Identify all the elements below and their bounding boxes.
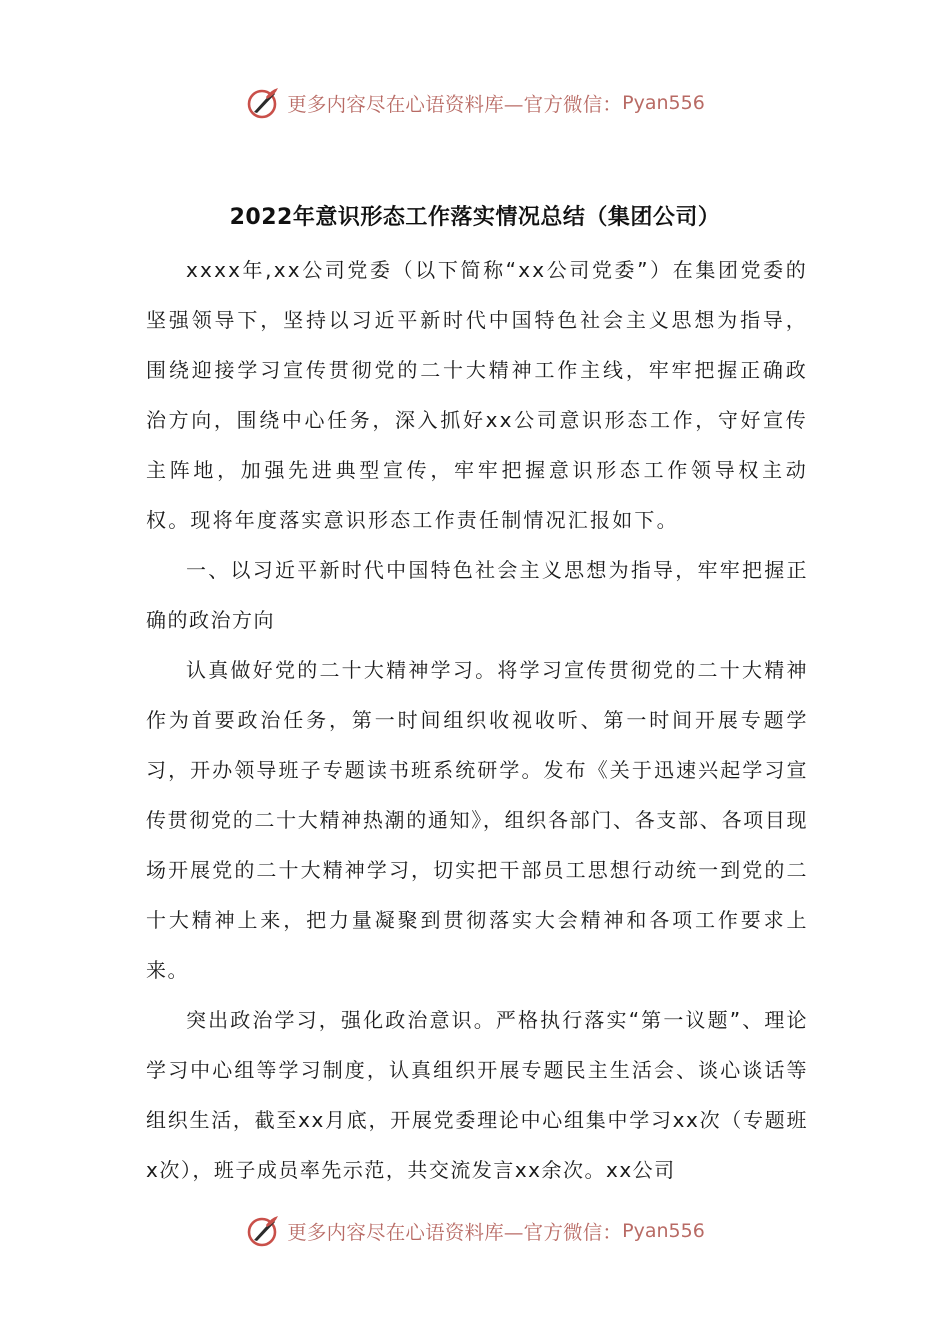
document-title: 2022年意识形态工作落实情况总结（集团公司） [229, 205, 721, 230]
quill-logo-icon [245, 85, 281, 121]
paragraph-intro: xxxx年,xx公司党委（以下简称“xx公司党委”）在集团党委的坚强领导下，坚持以习近平新时代中国特色社会主义思想为指导，围绕迎接学习宣传贯彻党的二十大精神工作主线，牢牢把握正确政治方向，围绕中心任务，深入抓好xx公司意识形态工作，守好宣传主阵地，加强先进典型宣传，牢牢把握意识形态工作领导权主动权。现将年度落实意识形态工作责任制情况汇报如下。 [146, 258, 808, 532]
watermark-handle: Pyan556 [622, 1220, 705, 1242]
quill-logo-icon [245, 1213, 281, 1249]
paragraph-political: 突出政治学习，强化政治意识。严格执行落实“第一议题”、理论学习中心组等学习制度，认真组织开展专题民主生活会、谈心谈话等组织生活，截至xx月底，开展党委理论中心组集中学习xx次（专题班x次），班子成员率先示范，共交流发言xx余次。xx公司 [146, 1008, 808, 1182]
watermark-handle: Pyan556 [622, 92, 705, 114]
paragraph-study: 认真做好党的二十大精神学习。将学习宣传贯彻党的二十大精神作为首要政治任务，第一时间组织收视收听、第一时间开展专题学习，开办领导班子专题读书班系统研学。发布《关于迅速兴起学习宣传贯彻党的二十大精神热潮的通知》，组织各部门、各支部、各项目现场开展党的二十大精神学习，切实把干部员工思想行动统一到党的二十大精神上来，把力量凝聚到贯彻落实大会精神和各项工作要求上来。 [146, 658, 808, 982]
footer-watermark [0, 1211, 950, 1251]
watermark-text: 更多内容尽在心语资料库—官方微信： [287, 1221, 623, 1244]
document-body [146, 245, 808, 1195]
watermark-text: 更多内容尽在心语资料库—官方微信： [287, 93, 623, 116]
section-heading-1: 一、以习近平新时代中国特色社会主义思想为指导，牢牢把握正确的政治方向 [146, 558, 808, 632]
header-watermark [0, 83, 950, 123]
